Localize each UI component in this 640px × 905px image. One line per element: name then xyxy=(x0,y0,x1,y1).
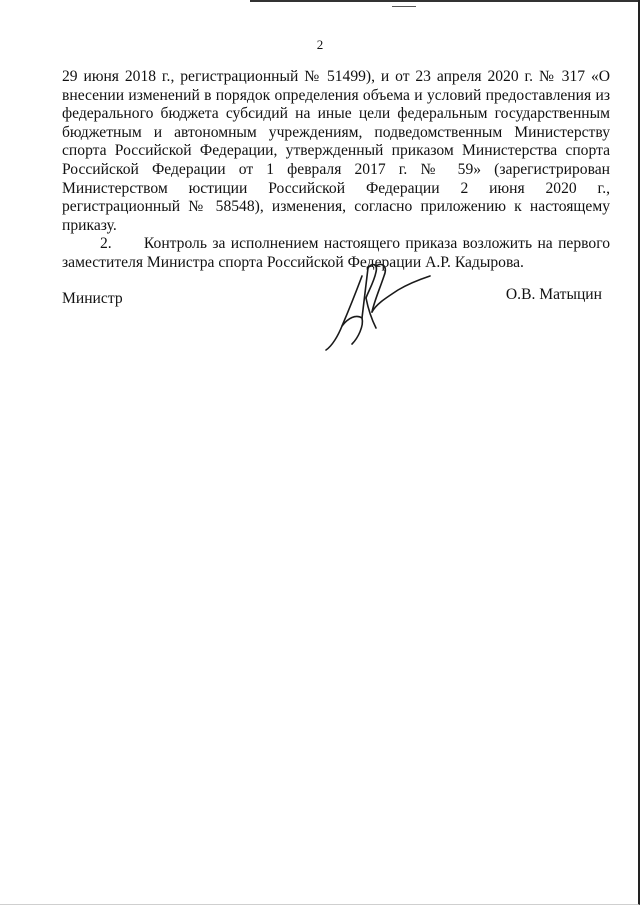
document-body xyxy=(62,68,610,273)
signature-block xyxy=(62,282,610,352)
paragraph-item-2: 2. Контроль за исполнением настоящего приказа возложить на первого заместителя Министра спорта Российской Федерации А.Р. Кадырова. xyxy=(62,235,610,271)
scan-edge-line xyxy=(250,0,638,6)
scan-edge-mark xyxy=(392,6,416,7)
page-number: 2 xyxy=(316,37,324,52)
handwritten-signature-icon xyxy=(302,258,442,354)
paragraph-continuation: 29 июня 2018 г., регистрационный № 51499), и от 23 апреля 2020 г. № 317 «О внесении изменений в порядок определения объема и условий предоставления из федерального бюджета субсидий на иные цели федеральным государственным бюджетным и автономным учреждениям, подведомственным Министерству спорта Российской Федерации, утвержденный приказом Министерства спорта Российской Федерации от 1 февраля 2017 г. № 59» (зарегистрирован Министерством юстиции Российской Федерации 2 июня 2020 г., регистрационный № 58548), изменения, согласно приложению к настоящему приказу. xyxy=(62,68,610,234)
signatory-name: О.В. Матыцин xyxy=(505,286,602,303)
signatory-title: Министр xyxy=(62,290,123,307)
